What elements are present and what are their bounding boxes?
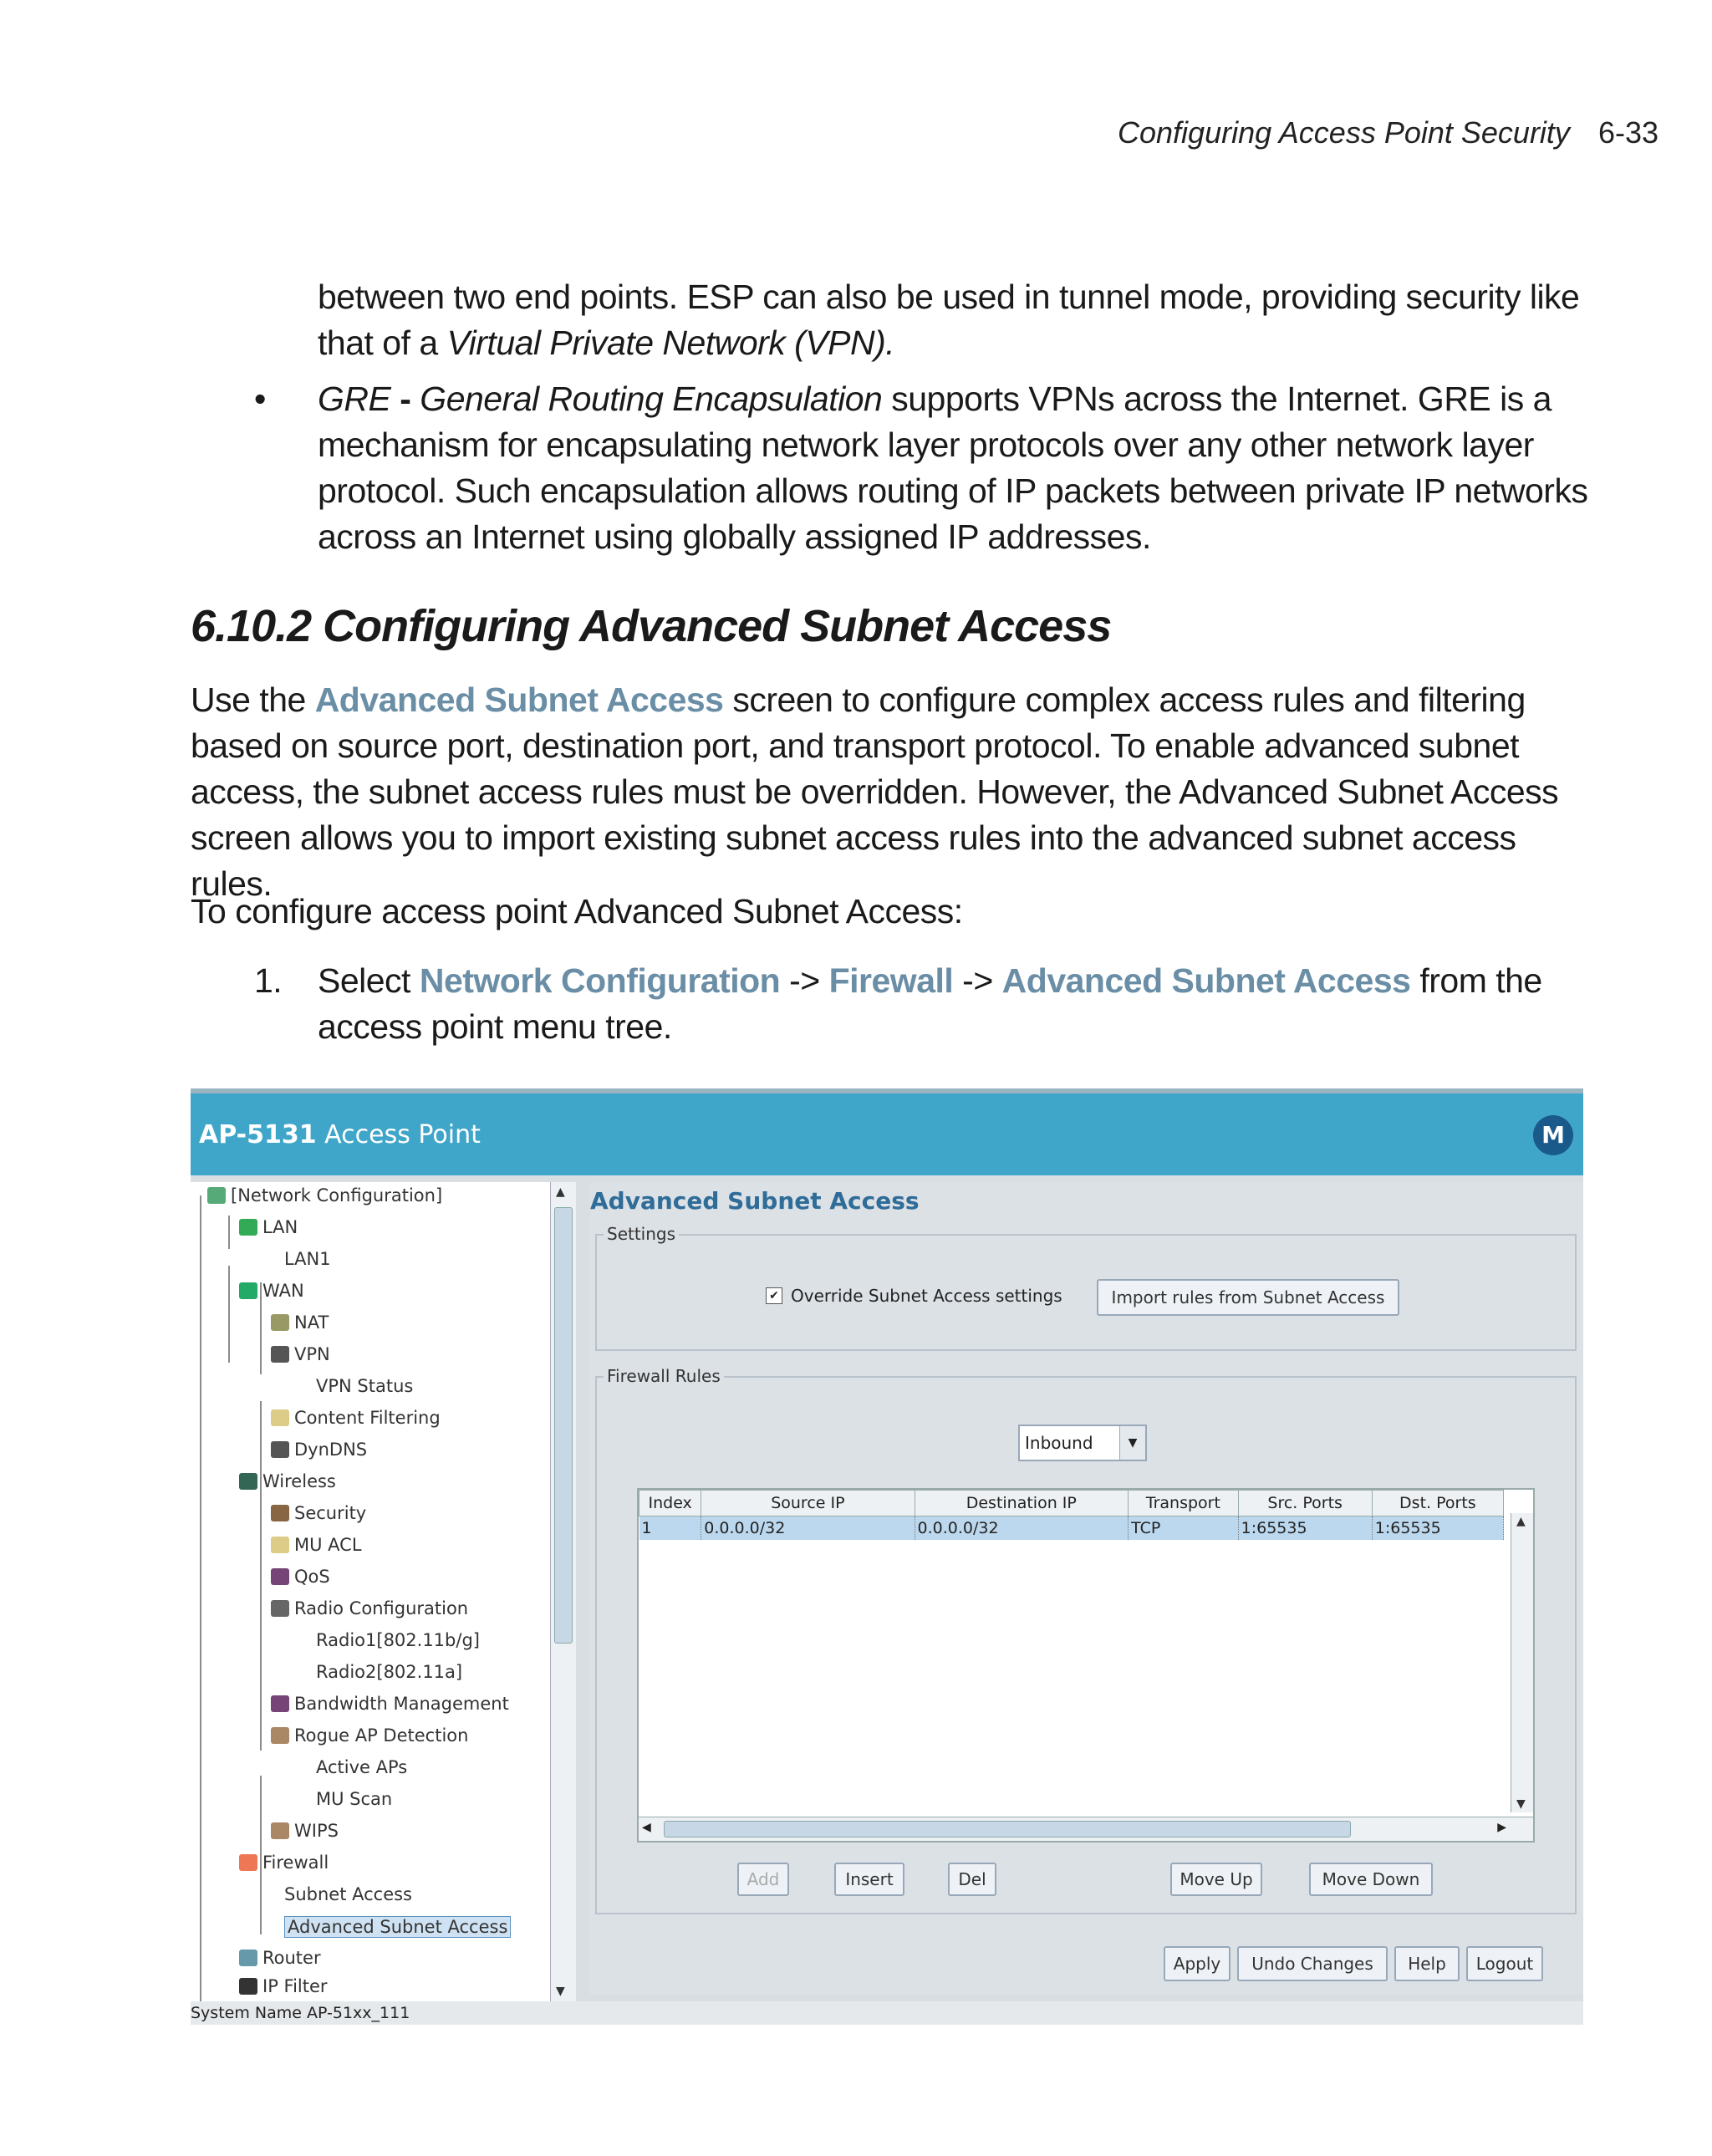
tree-node-icon	[271, 1919, 279, 1935]
table-vscroll[interactable]	[1511, 1513, 1533, 1812]
tree-node-icon	[271, 1727, 289, 1744]
tree-item-label: WIPS	[294, 1821, 339, 1841]
tree-node-icon	[271, 1695, 289, 1712]
menu-tree	[191, 1182, 575, 2001]
tree-item-network-configuration[interactable]	[207, 1185, 442, 1205]
undo-changes-button[interactable]: Undo Changes	[1237, 1946, 1388, 1981]
table-cell: 1:65535	[1372, 1516, 1503, 1541]
tree-item-vpn-status[interactable]	[303, 1376, 413, 1396]
paragraph-use	[191, 677, 1578, 907]
tree-node-icon	[271, 1409, 289, 1426]
para-text: between two end points. ESP can also be used in tunnel mode, providing security like that of a	[318, 278, 1580, 362]
paragraph-esp-continued	[318, 274, 1588, 366]
firewall-rules-group	[595, 1366, 1577, 1914]
tree-node-icon	[271, 1600, 289, 1617]
gre-expansion: General Routing Encapsulation	[420, 380, 883, 418]
use-post: screen to configure complex access rules and filtering based on source port, destination port, and transport protocol. To enable advanced subnet access, the subnet access rules must be overridden. However, the Advanced Subnet Access screen allows you to import existing subnet access rules into the advanced subnet access rules.	[191, 680, 1559, 903]
rules-table-box	[637, 1488, 1535, 1843]
table-hscroll[interactable]	[639, 1817, 1533, 1841]
tree-item-router[interactable]	[239, 1948, 321, 1968]
tree-item-label: Bandwidth Management	[294, 1694, 509, 1714]
tree-item-label: Advanced Subnet Access	[284, 1916, 511, 1938]
direction-value: Inbound	[1025, 1433, 1093, 1453]
step-sep: ->	[953, 961, 1002, 1000]
insert-button[interactable]: Insert	[834, 1863, 904, 1896]
tree-node-icon	[271, 1505, 289, 1521]
advanced-subnet-access-link[interactable]: Advanced Subnet Access	[314, 680, 724, 719]
motorola-logo-icon: M	[1533, 1115, 1573, 1155]
tree-item-mu-scan[interactable]	[303, 1789, 392, 1809]
tree-node-icon	[303, 1664, 311, 1680]
help-button[interactable]: Help	[1394, 1946, 1460, 1981]
table-cell: 1	[639, 1516, 701, 1541]
tree-item-subnet-access[interactable]	[271, 1884, 412, 1904]
tree-item-nat[interactable]	[271, 1312, 329, 1333]
add-button[interactable]: Add	[737, 1863, 789, 1896]
tree-scrollbar[interactable]	[550, 1182, 576, 2001]
table-cell: TCP	[1129, 1516, 1239, 1541]
tree-node-icon	[239, 1950, 257, 1966]
del-button[interactable]: Del	[948, 1863, 996, 1896]
scroll-down-icon[interactable]: ▼	[556, 1985, 565, 1998]
tree-item-wan[interactable]	[239, 1281, 304, 1301]
tree-item-label: Active APs	[316, 1757, 408, 1777]
column-header[interactable]: Transport	[1129, 1491, 1239, 1516]
direction-select[interactable]	[1018, 1425, 1147, 1461]
gre-term: GRE	[318, 380, 391, 418]
column-header[interactable]: Source IP	[701, 1491, 915, 1516]
scroll-right-icon[interactable]: ▶	[1497, 1821, 1506, 1834]
tree-item-label: DynDNS	[294, 1440, 368, 1460]
tree-item-security[interactable]	[271, 1503, 366, 1523]
step-sep: ->	[780, 961, 829, 1000]
paragraph-to-configure: To configure access point Advanced Subnet Access:	[191, 892, 963, 930]
tree-node-icon	[271, 1441, 289, 1458]
table-cell: 0.0.0.0/32	[915, 1516, 1129, 1541]
tree-item-radio1-802-11b-g[interactable]	[303, 1630, 480, 1650]
bullet-dot: •	[254, 380, 266, 418]
tree-item-label: QoS	[294, 1567, 330, 1587]
tree-item-lan1[interactable]	[271, 1249, 331, 1269]
vpn-term: Virtual Private Network (VPN).	[446, 324, 895, 362]
tree-item-lan[interactable]	[239, 1217, 298, 1237]
column-header[interactable]: Destination IP	[915, 1491, 1129, 1516]
tree-item-bandwidth-management[interactable]	[271, 1694, 509, 1714]
running-head-title: Configuring Access Point Security	[1118, 115, 1570, 150]
tree-item-label: Router	[262, 1948, 321, 1968]
tree-node-icon	[239, 1978, 257, 1995]
tree-item-wireless[interactable]	[239, 1471, 336, 1491]
tree-node-icon	[271, 1537, 289, 1553]
running-head	[1118, 115, 1658, 150]
tree-item-label: IP Filter	[262, 1976, 328, 1996]
step-number: 1.	[254, 961, 283, 1000]
tree-node-icon	[271, 1346, 289, 1363]
tree-item-label: MU Scan	[316, 1789, 393, 1809]
tree-item-label: Wireless	[262, 1471, 336, 1491]
tree-item-label: Radio Configuration	[294, 1598, 469, 1618]
tree-item-dyndns[interactable]	[271, 1440, 367, 1460]
override-label: Override Subnet Access settings	[791, 1286, 1062, 1306]
panel-title: Advanced Subnet Access	[590, 1187, 920, 1215]
status-bar: System Name AP-51xx_111	[191, 2001, 1583, 2025]
move-down-button[interactable]: Move Down	[1309, 1863, 1433, 1896]
tree-item-label: Security	[294, 1503, 367, 1523]
tree-item-content-filtering[interactable]	[271, 1408, 441, 1428]
tree-item-label: VPN Status	[316, 1376, 414, 1396]
tree-item-mu-acl[interactable]	[271, 1535, 362, 1555]
tree-node-icon	[239, 1473, 257, 1490]
gre-text: supports VPNs across the Internet. GRE is a mechanism for encapsulating network layer protocols over any other network layer protocol. Such encapsulation allows routing of IP packets between private IP networks across an Internet using globally assigned IP addresses.	[318, 380, 1588, 556]
app-screenshot	[191, 1088, 1583, 2025]
tree-item-label: Radio1[802.11b/g]	[316, 1630, 480, 1650]
scroll-up-icon[interactable]: ▲	[556, 1185, 565, 1199]
scroll-left-icon[interactable]: ◀	[642, 1821, 651, 1834]
firewall-legend: Firewall Rules	[604, 1366, 724, 1386]
section-heading: 6.10.2 Configuring Advanced Subnet Access	[191, 601, 1112, 651]
tree-node-icon	[303, 1791, 311, 1807]
tree-item-advanced-subnet-access[interactable]	[271, 1916, 511, 1938]
hscroll-thumb[interactable]	[664, 1821, 1351, 1837]
tree-item-active-aps[interactable]	[303, 1757, 407, 1777]
table-cell: 0.0.0.0/32	[701, 1516, 915, 1541]
tree-node-icon	[239, 1219, 257, 1236]
main-panel	[590, 1182, 1583, 1995]
tree-item-vpn[interactable]	[271, 1344, 330, 1364]
table-row[interactable]	[639, 1516, 1504, 1541]
tree-item-label: Rogue AP Detection	[294, 1725, 469, 1746]
tree-item-label: Subnet Access	[284, 1884, 412, 1904]
tree-item-wips[interactable]	[271, 1821, 339, 1841]
override-checkbox-row	[766, 1286, 1062, 1306]
column-header[interactable]: Src. Ports	[1238, 1491, 1372, 1516]
tree-item-label: MU ACL	[294, 1535, 362, 1555]
firewall-link[interactable]: Firewall	[828, 961, 954, 1000]
step-post: from the access point menu tree.	[318, 961, 1542, 1046]
network-configuration-link[interactable]: Network Configuration	[419, 961, 781, 1000]
scroll-down-icon[interactable]: ▼	[1516, 1797, 1526, 1811]
gre-dash: -	[390, 380, 420, 418]
tree-node-icon	[271, 1568, 289, 1585]
step-pre: Select	[318, 961, 420, 1000]
tree-item-label: Content Filtering	[294, 1408, 441, 1428]
move-up-button[interactable]: Move Up	[1170, 1863, 1262, 1896]
tree-node-icon	[303, 1632, 311, 1649]
tree-node-icon	[271, 1822, 289, 1839]
tree-node-icon	[271, 1314, 289, 1331]
app-title: AP-5131 Access Point	[199, 1120, 481, 1149]
tree-node-icon	[207, 1187, 226, 1204]
tree-node-icon	[271, 1886, 279, 1903]
chevron-down-icon[interactable]: ▼	[1119, 1426, 1145, 1460]
tree-connector-lines	[191, 1182, 550, 2001]
table-cell: 1:65535	[1238, 1516, 1372, 1541]
rules-table	[639, 1490, 1504, 1540]
column-header[interactable]: Dst. Ports	[1372, 1491, 1503, 1516]
use-pre: Use the	[191, 680, 315, 719]
tree-item-label: LAN1	[284, 1249, 331, 1269]
bullet-gre	[254, 376, 1588, 560]
apply-button[interactable]: Apply	[1164, 1946, 1230, 1981]
column-header[interactable]: Index	[639, 1491, 701, 1516]
page-number: 6-33	[1597, 115, 1658, 150]
logout-button[interactable]: Logout	[1466, 1946, 1543, 1981]
step-1	[254, 958, 1588, 1050]
tree-item-label: [Network Configuration]	[231, 1185, 443, 1205]
tree-node-icon	[239, 1282, 257, 1299]
tree-item-label: LAN	[262, 1217, 298, 1237]
tree-item-label: Radio2[802.11a]	[316, 1662, 463, 1682]
tree-item-qos[interactable]	[271, 1567, 330, 1587]
scrollbar-thumb[interactable]	[554, 1207, 573, 1644]
tree-item-radio-configuration[interactable]	[271, 1598, 468, 1618]
tree-node-icon	[271, 1251, 279, 1267]
app-banner	[191, 1088, 1583, 1175]
tree-item-label: WAN	[262, 1281, 304, 1301]
tree-node-icon	[239, 1854, 257, 1871]
tree-node-icon	[303, 1759, 311, 1776]
tree-item-radio2-802-11a[interactable]	[303, 1662, 462, 1682]
import-rules-button[interactable]: Import rules from Subnet Access	[1097, 1279, 1399, 1316]
tree-item-firewall[interactable]	[239, 1853, 329, 1873]
tree-item-label: VPN	[294, 1344, 330, 1364]
scroll-up-icon[interactable]: ▲	[1516, 1515, 1526, 1528]
tree-node-icon	[303, 1378, 311, 1394]
tree-item-ip-filter[interactable]	[239, 1976, 328, 1996]
settings-legend: Settings	[604, 1224, 679, 1244]
override-checkbox[interactable]: ✔	[766, 1287, 782, 1304]
settings-group	[595, 1224, 1577, 1351]
tree-item-rogue-ap-detection[interactable]	[271, 1725, 468, 1746]
advanced-subnet-access-link[interactable]: Advanced Subnet Access	[1001, 961, 1411, 1000]
tree-item-label: Firewall	[262, 1853, 329, 1873]
tree-item-label: NAT	[294, 1312, 329, 1333]
